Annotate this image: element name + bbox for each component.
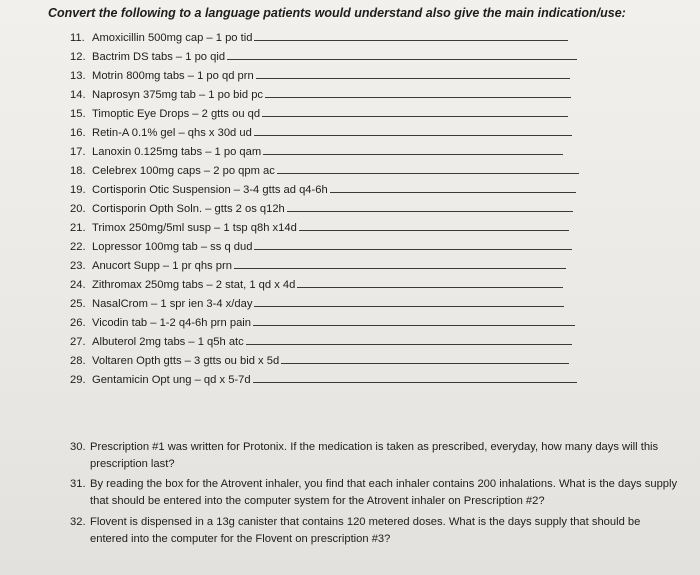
item-number: 22. <box>70 241 86 253</box>
question-number: 31. <box>70 478 86 490</box>
answer-line[interactable] <box>330 191 576 193</box>
item-text: Zithromax 250mg tabs – 2 stat, 1 qd x 4d <box>92 279 296 291</box>
list-item <box>70 180 576 196</box>
answer-line[interactable] <box>256 77 570 79</box>
item-text: Voltaren Opth gtts – 3 gtts ou bid x 5d <box>92 355 280 367</box>
item-text: Anucort Supp – 1 pr qhs prn <box>92 260 232 272</box>
answer-line[interactable] <box>253 381 577 383</box>
question-30 <box>70 439 680 473</box>
list-item <box>70 332 572 348</box>
list-item <box>70 256 566 272</box>
list-item <box>70 85 571 101</box>
question-number: 30. <box>70 441 86 453</box>
answer-line[interactable] <box>254 39 568 41</box>
item-text: Cortisporin Otic Suspension – 3-4 gtts ad q4-6h <box>92 184 328 196</box>
item-text: Naprosyn 375mg tab – 1 po bid pc <box>92 89 264 101</box>
item-text: Motrin 800mg tabs – 1 po qd prn <box>92 70 254 82</box>
item-text: Amoxicillin 500mg cap – 1 po tid <box>92 32 253 44</box>
list-item <box>70 313 575 329</box>
item-number: 13. <box>70 70 86 82</box>
item-number: 15. <box>70 108 86 120</box>
answer-line[interactable] <box>246 343 572 345</box>
question-31 <box>70 476 680 510</box>
question-text: Flovent is dispensed in a 13g canister that contains 120 metered doses. What is the days supply that should be entered into the computer for the Flovent on prescription #3? <box>90 516 641 545</box>
item-number: 25. <box>70 298 86 310</box>
item-text: Retin-A 0.1% gel – qhs x 30d ud <box>92 127 252 139</box>
answer-line[interactable] <box>297 286 563 288</box>
answer-line[interactable] <box>265 96 571 98</box>
question-text: Prescription #1 was written for Protonix. If the medication is taken as prescribed, everyday, how many days will this prescription last? <box>90 441 659 470</box>
list-item <box>70 275 563 291</box>
item-number: 24. <box>70 279 86 291</box>
answer-line[interactable] <box>287 210 573 212</box>
list-item <box>70 47 577 63</box>
answer-line[interactable] <box>299 229 569 231</box>
item-text: Gentamicin Opt ung – qd x 5-7d <box>92 374 251 386</box>
list-item <box>70 123 572 139</box>
item-text: Celebrex 100mg caps – 2 po qpm ac <box>92 165 275 177</box>
list-item <box>70 161 579 177</box>
list-item <box>70 294 564 310</box>
list-item <box>70 104 568 120</box>
list-item <box>70 218 569 234</box>
item-number: 19. <box>70 184 86 196</box>
item-text: Vicodin tab – 1-2 q4-6h prn pain <box>92 317 252 329</box>
item-text: Bactrim DS tabs – 1 po qid <box>92 51 226 63</box>
list-item <box>70 237 572 253</box>
list-item <box>70 142 563 158</box>
item-number: 14. <box>70 89 86 101</box>
answer-line[interactable] <box>281 362 569 364</box>
list-item <box>70 199 573 215</box>
item-number: 29. <box>70 374 86 386</box>
answer-line[interactable] <box>262 115 568 117</box>
question-number: 32. <box>70 516 86 528</box>
list-item <box>70 370 577 386</box>
answer-line[interactable] <box>254 134 572 136</box>
question-32 <box>70 514 680 548</box>
item-number: 23. <box>70 260 86 272</box>
list-item <box>70 28 568 44</box>
item-number: 11. <box>70 32 85 44</box>
item-text: NasalCrom – 1 spr ien 3-4 x/day <box>92 298 253 310</box>
item-number: 21. <box>70 222 86 234</box>
item-text: Timoptic Eye Drops – 2 gtts ou qd <box>92 108 261 120</box>
item-number: 16. <box>70 127 86 139</box>
worksheet-instructions: Convert the following to a language patients would understand also give the main indication/use: <box>48 6 626 20</box>
list-item <box>70 351 569 367</box>
answer-line[interactable] <box>254 248 572 250</box>
item-text: Lopressor 100mg tab – ss q dud <box>92 241 253 253</box>
answer-line[interactable] <box>277 172 579 174</box>
item-number: 26. <box>70 317 86 329</box>
item-number: 20. <box>70 203 86 215</box>
answer-line[interactable] <box>227 58 577 60</box>
item-number: 27. <box>70 336 86 348</box>
item-number: 12. <box>70 51 86 63</box>
item-text: Trimox 250mg/5ml susp – 1 tsp q8h x14d <box>92 222 297 234</box>
answer-line[interactable] <box>254 305 564 307</box>
item-number: 18. <box>70 165 86 177</box>
item-text: Cortisporin Opth Soln. – gtts 2 os q12h <box>92 203 285 215</box>
item-text: Albuterol 2mg tabs – 1 q5h atc <box>92 336 244 348</box>
item-text: Lanoxin 0.125mg tabs – 1 po qam <box>92 146 262 158</box>
question-text: By reading the box for the Atrovent inhaler, you find that each inhaler contains 200 inhalations. What is the days supply that should be entered into the computer system for the Atrovent inhaler on Prescription #2? <box>90 478 678 507</box>
list-item <box>70 66 570 82</box>
item-number: 17. <box>70 146 86 158</box>
answer-line[interactable] <box>263 153 563 155</box>
answer-line[interactable] <box>253 324 575 326</box>
item-number: 28. <box>70 355 86 367</box>
answer-line[interactable] <box>234 267 566 269</box>
